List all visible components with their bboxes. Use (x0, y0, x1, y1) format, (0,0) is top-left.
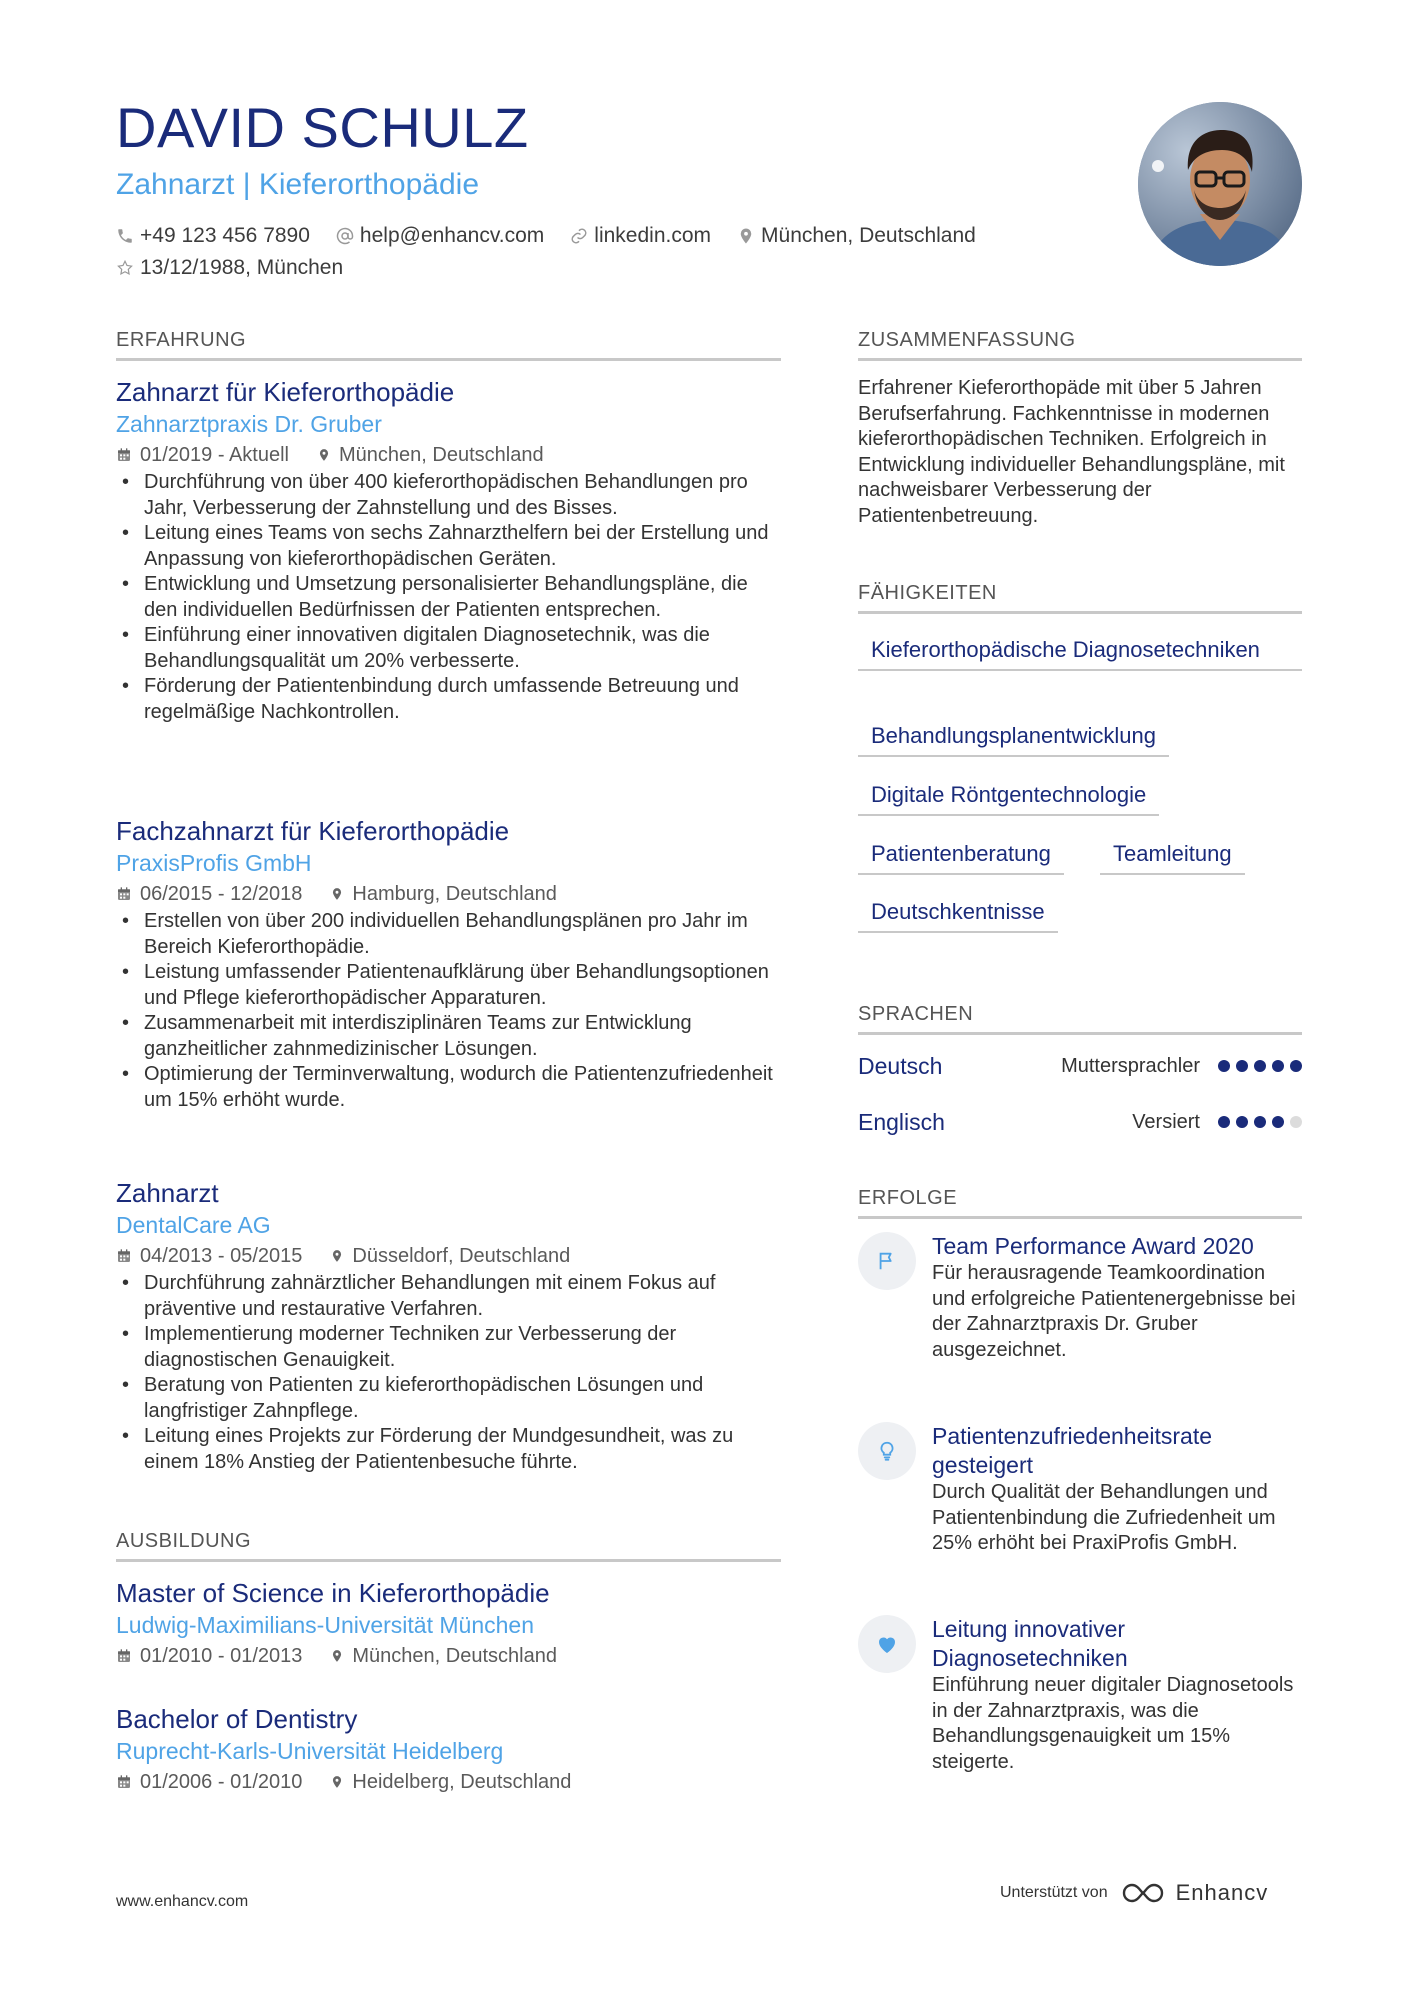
rating-dot (1236, 1060, 1248, 1072)
job-title: Fachzahnarzt für Kieferorthopädie (116, 816, 510, 846)
achievement-description: Durch Qualität der Behandlungen und Patientenbindung die Zufriedenheit um 25% erhöht bei PraxiProfis GmbH. (932, 1481, 1276, 1555)
degree-title: Bachelor of Dentistry (116, 1704, 358, 1734)
candidate-title: Zahnarzt | Kieferorthopädie (116, 168, 480, 201)
link-icon (570, 227, 588, 245)
languages-section (858, 1004, 1302, 1035)
star-icon (116, 259, 134, 277)
section-heading-experience: ERFAHRUNG (116, 329, 247, 351)
achievement-title: Team Performance Award 2020 (932, 1233, 1254, 1259)
rating-dot (1218, 1116, 1230, 1128)
achievement-title: Patientenzufriedenheitsrate gesteigert (932, 1423, 1213, 1478)
list-item: • Durchführung von über 400 kieferorthopädischen Behandlungen pro Jahr, Verbesserung der Zahnstellung und des Bisses. (116, 470, 781, 521)
avatar-image (1138, 102, 1302, 266)
location-pin-icon (737, 227, 755, 245)
job-company: DentalCare AG (116, 1212, 271, 1238)
email-text: help@enhancv.com (359, 224, 545, 247)
experience-section (116, 330, 781, 361)
job-location: Hamburg, Deutschland (330, 879, 557, 909)
rating-dot (1290, 1116, 1302, 1128)
list-item: • Leitung eines Teams von sechs Zahnarzthelfern bei der Erstellung und Anpassung von kieferorthopädischen Geräten. (116, 521, 781, 572)
skills-section (858, 583, 1302, 614)
footer-branding[interactable] (1000, 1880, 1268, 1906)
location-pin-icon (330, 1773, 344, 1791)
section-divider (858, 1216, 1302, 1219)
location-pin-icon (330, 1247, 344, 1265)
language-rating (1212, 1116, 1302, 1128)
skill-tag: Kieferorthopädische Diagnosetechniken (858, 636, 1302, 671)
education-dates: 01/2010 - 01/2013 (116, 1641, 302, 1671)
language-row (858, 1105, 1302, 1139)
location-pin-icon (317, 446, 331, 464)
rating-dot (1290, 1060, 1302, 1072)
brand-name: Enhancv (1175, 1880, 1269, 1905)
education-location: Heidelberg, Deutschland (330, 1767, 571, 1797)
list-item: • Leitung eines Projekts zur Förderung der Mundgesundheit, was zu einem 18% Anstieg der Patientenbesuche führte. (116, 1424, 781, 1475)
section-divider (858, 1032, 1302, 1035)
education-location: München, Deutschland (330, 1641, 557, 1671)
calendar-icon (116, 447, 132, 463)
job-dates: 04/2013 - 05/2015 (116, 1241, 302, 1271)
achievement-item (858, 1615, 1302, 1775)
contact-phone (116, 224, 310, 248)
section-divider (858, 611, 1302, 614)
list-item: • Förderung der Patientenbindung durch umfassende Betreuung und regelmäßige Nachkontrollen. (116, 674, 781, 725)
birth-text: 13/12/1988, München (140, 256, 344, 279)
job-meta (116, 440, 781, 470)
list-item: • Optimierung der Terminverwaltung, wodurch die Patientenzufriedenheit um 15% erhöht wurde. (116, 1062, 781, 1113)
achievement-description: Für herausragende Teamkoordination und erfolgreiche Patientenergebnisse bei der Zahnarztpraxis Dr. Gruber ausgezeichnet. (932, 1262, 1296, 1361)
rating-dot (1254, 1116, 1266, 1128)
skill-tag: Deutschkentnisse (858, 898, 1058, 933)
contact-row-2 (116, 256, 369, 280)
job-title: Zahnarzt für Kieferorthopädie (116, 377, 455, 407)
summary-text: Erfahrener Kieferorthopäde mit über 5 Jahren Berufserfahrung. Fachkenntnisse in modernen kieferorthopädischen Techniken. Erfolgreich in Entwicklung individueller Behandlungspläne, mit nachweisbarer Verbesserung der Patientenbetreuung. (858, 377, 1285, 527)
job-bullets (116, 1271, 781, 1475)
education-section (116, 1531, 781, 1562)
flag-icon (858, 1232, 916, 1290)
powered-by-text: Unterstützt von (1000, 1884, 1108, 1901)
calendar-icon (116, 1648, 132, 1664)
rating-dot (1272, 1060, 1284, 1072)
heart-icon (858, 1615, 916, 1673)
language-name: Englisch (858, 1108, 945, 1135)
section-heading-summary: ZUSAMMENFASSUNG (858, 329, 1076, 351)
enhancv-logo-icon (1120, 1880, 1166, 1906)
rating-dot (1218, 1060, 1230, 1072)
section-heading-languages: SPRACHEN (858, 1003, 974, 1025)
location-pin-icon (330, 1647, 344, 1665)
contact-location (737, 224, 976, 248)
degree-title: Master of Science in Kieferorthopädie (116, 1578, 550, 1608)
language-name: Deutsch (858, 1052, 943, 1079)
job-entry-2 (116, 815, 781, 1113)
calendar-icon (116, 886, 132, 902)
section-heading-skills: FÄHIGKEITEN (858, 582, 997, 604)
phone-icon (116, 227, 134, 245)
job-bullets (116, 909, 781, 1113)
rating-dot (1254, 1060, 1266, 1072)
list-item: • Beratung von Patienten zu kieferorthopädischen Lösungen und langfristiger Zahnpflege. (116, 1373, 781, 1424)
rating-dot (1236, 1116, 1248, 1128)
achievement-title: Leitung innovativer Diagnosetechniken (932, 1616, 1128, 1671)
candidate-name: DAVID SCHULZ (116, 96, 529, 159)
language-level: Versiert (1132, 1110, 1200, 1133)
job-company: PraxisProfis GmbH (116, 850, 312, 876)
location-text: München, Deutschland (761, 224, 976, 247)
linkedin-text: linkedin.com (594, 224, 712, 247)
skill-tag: Digitale Röntgentechnologie (858, 781, 1159, 816)
list-item: • Entwicklung und Umsetzung personalisierter Behandlungspläne, die den individuellen Bedürfnissen der Patienten entsprechen. (116, 572, 781, 623)
list-item: • Leistung umfassender Patientenaufklärung über Behandlungsoptionen und Pflege kieferorthopädischer Apparaturen. (116, 960, 781, 1011)
achievement-item (858, 1422, 1302, 1557)
job-company: Zahnarztpraxis Dr. Gruber (116, 411, 382, 437)
section-divider (858, 358, 1302, 361)
skill-tag: Teamleitung (1100, 840, 1245, 875)
job-location: München, Deutschland (317, 440, 544, 470)
profile-photo (1138, 102, 1302, 266)
job-title: Zahnarzt (116, 1178, 219, 1208)
contact-birth (116, 256, 343, 280)
education-dates: 01/2006 - 01/2010 (116, 1767, 302, 1797)
job-bullets (116, 470, 781, 725)
contact-email[interactable] (336, 224, 544, 248)
lightbulb-icon (858, 1422, 916, 1480)
job-dates: 06/2015 - 12/2018 (116, 879, 302, 909)
calendar-icon (116, 1248, 132, 1264)
language-level: Muttersprachler (1061, 1054, 1200, 1077)
phone-text: +49 123 456 7890 (140, 224, 310, 247)
education-entry-1 (116, 1577, 781, 1671)
job-location: Düsseldorf, Deutschland (330, 1241, 570, 1271)
list-item: • Einführung einer innovativen digitalen Diagnosetechnik, was die Behandlungsqualität um 20% verbesserte. (116, 623, 781, 674)
section-heading-education: AUSBILDUNG (116, 1530, 252, 1552)
job-entry-3 (116, 1177, 781, 1475)
education-entry-2 (116, 1703, 781, 1797)
school-name: Ludwig-Maximilians-Universität München (116, 1612, 534, 1638)
education-meta (116, 1641, 781, 1671)
at-icon (336, 227, 354, 245)
achievement-item (858, 1232, 1302, 1363)
skill-tag: Behandlungsplanentwicklung (858, 722, 1169, 757)
location-pin-icon (330, 885, 344, 903)
list-item: • Implementierung moderner Techniken zur Verbesserung der diagnostischen Genauigkeit. (116, 1322, 781, 1373)
calendar-icon (116, 1774, 132, 1790)
language-rating (1212, 1060, 1302, 1072)
list-item: • Erstellen von über 200 individuellen Behandlungsplänen pro Jahr im Bereich Kieferorthopädie. (116, 909, 781, 960)
job-meta (116, 1241, 781, 1271)
section-divider (116, 1559, 781, 1562)
contact-linkedin[interactable] (570, 224, 711, 248)
footer-url[interactable]: www.enhancv.com (116, 1893, 249, 1910)
section-divider (116, 358, 781, 361)
achievements-section (858, 1188, 1302, 1219)
job-dates: 01/2019 - Aktuell (116, 440, 289, 470)
list-item: • Zusammenarbeit mit interdisziplinären Teams zur Entwicklung ganzheitlicher zahnmedizinischer Lösungen. (116, 1011, 781, 1062)
list-item: • Durchführung zahnärztlicher Behandlungen mit einem Fokus auf präventive und restaurative Verfahren. (116, 1271, 781, 1322)
school-name: Ruprecht-Karls-Universität Heidelberg (116, 1738, 504, 1764)
summary-section (858, 330, 1302, 530)
achievement-description: Einführung neuer digitaler Diagnosetools in der Zahnarztpraxis, was die Behandlungsgenauigkeit um 15% steigerte. (932, 1674, 1294, 1773)
contact-row (116, 224, 1002, 248)
job-meta (116, 879, 781, 909)
rating-dot (1272, 1116, 1284, 1128)
language-row (858, 1049, 1302, 1083)
section-heading-achievements: ERFOLGE (858, 1187, 958, 1209)
education-meta (116, 1767, 781, 1797)
job-entry-1 (116, 376, 781, 725)
skill-tag: Patientenberatung (858, 840, 1064, 875)
